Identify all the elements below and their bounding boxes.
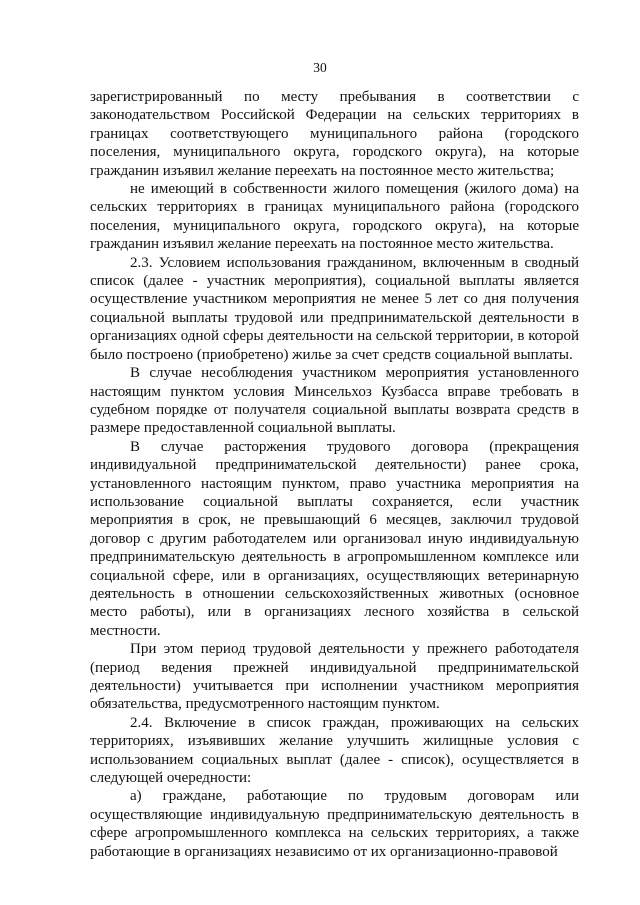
paragraph-no-housing: не имеющий в собственности жилого помещения (жилого дома) на сельских территориях в границах муниципального района (городского поселения, муниципального округа, городского округа), на которые гражданин изъявил желание переехать на постоянное место жительства. [90,181,579,253]
paragraph-2-4-list-inclusion: 2.4. Включение в список граждан, проживающих на сельских территориях, изъявивших желание улучшить жилищные условия с использованием социальных выплат (далее - список), осуществляется в следующей очередности: [90,714,579,787]
document-body [90,88,579,861]
paragraph-2-3-condition: 2.3. Условием использования гражданином, включенным в сводный список (далее - участник мероприятия), социальной выплаты является осуществление участником мероприятия не менее 5 лет со дня получения социальной выплаты трудовой или предпринимательской деятельности в организациях одной сферы деятельности на сельской территории, в которой было построено (приобретено) жилье за счет средств социальной выплаты. [90,254,579,363]
paragraph-non-compliance: В случае несоблюдения участником мероприятия установленного настоящим пунктом условия Минсельхоз Кузбасса вправе требовать в судебном порядке от получателя социальной выплаты возврата средств в размере предоставленной социальной выплаты. [90,365,579,437]
paragraph-item-a: а) граждане, работающие по трудовым договорам или осуществляющие индивидуальную предпринимательскую деятельность в сфере агропромышленного комплекса на сельских территориях, а также работающие в организациях независимо от их организационно-правовой [90,788,579,860]
paragraph-residence-registration: зарегистрированный по месту пребывания в соответствии с законодательством Российской Федерации на сельских территориях в границах соответствующего муниципального района (городского поселения, муниципального округа, городского округа), на которые гражданин изъявил желание переехать на постоянное место жительства; [90,89,579,179]
paragraph-contract-termination: В случае расторжения трудового договора (прекращения индивидуальной предпринимательской деятельности) ранее срока, установленного настоящим пунктом, право участника мероприятия на использование социальной выплаты сохраняется, если участник мероприятия в срок, не превышающий 6 месяцев, заключил трудовой договор с другим работодателем или организовал иную индивидуальную предпринимательскую деятельность в агропромышленном комплексе или социальной сфере, или в организациях, осуществляющих ветеринарную деятельность в отношении сельскохозяйственных животных (основное место работы), или в организациях лесного хозяйства в сельской местности. [90,438,579,639]
paragraph-previous-employment: При этом период трудовой деятельности у прежнего работодателя (период ведения прежней индивидуальной предпринимательской деятельности) учитывается при исполнении участником мероприятия обязательства, предусмотренного настоящим пунктом. [90,641,579,713]
page-number: 30 [313,60,327,75]
